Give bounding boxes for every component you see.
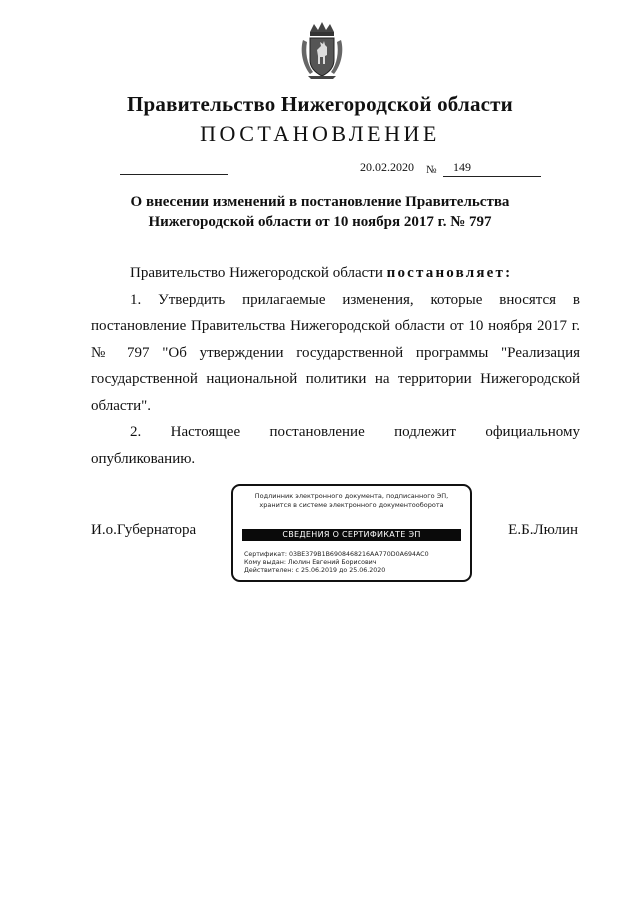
subject-line: Нижегородской области от 10 ноября 2017 г. № 797 xyxy=(148,214,492,230)
stamp-note xyxy=(233,492,470,510)
document-type: ПОСТАНОВЛЕНИЕ xyxy=(200,121,440,146)
stamp-header: СВЕДЕНИЯ О СЕРТИФИКАТЕ ЭП xyxy=(242,529,461,541)
signatory-title: И.о.Губернатора xyxy=(91,522,197,538)
document-date: 20.02.2020 xyxy=(360,160,414,174)
certificate-owner: Кому выдан: Люлин Евгений Борисович xyxy=(244,559,377,566)
certificate-id: Сертификат: 03BE379B1B6908468216AA770D0A694AC0 xyxy=(244,551,429,558)
signatory-name: Е.Б.Люлин xyxy=(508,522,578,538)
blank-field-line xyxy=(120,174,228,175)
stamp-note-line: хранится в системе электронного документооборота xyxy=(259,501,444,509)
document-number: 149 xyxy=(453,160,471,174)
document-subject xyxy=(0,192,640,232)
subject-line: О внесении изменений в постановление Правительства xyxy=(130,194,510,210)
certificate-validity: Действителен: с 25.06.2019 до 25.06.2020 xyxy=(244,567,386,574)
preamble-text: Правительство Нижегородской области xyxy=(130,265,387,281)
preamble xyxy=(91,260,580,287)
electronic-signature-stamp xyxy=(231,484,472,582)
preamble-verb: постановляет: xyxy=(386,265,513,281)
paragraph-item-2: 2. Настоящее постановление подлежит официальному опубликованию. xyxy=(91,424,580,467)
paragraph-item-1: 1. Утвердить прилагаемые изменения, которые вносятся в постановление Правительства Нижегородской области от 10 ноября 2017 г. № 797 "Об утверждении государственной программы "Реализация государственной национальной политики на территории Нижегородской области". xyxy=(91,291,580,414)
organization-title: Правительство Нижегородской области xyxy=(127,92,513,116)
coat-of-arms-icon xyxy=(300,22,344,80)
number-sign: № xyxy=(426,164,437,176)
document-body xyxy=(91,260,580,472)
stamp-note-line: Подлинник электронного документа, подписанного ЭП, xyxy=(254,492,449,500)
number-underline xyxy=(443,176,541,177)
document-meta xyxy=(0,160,640,180)
